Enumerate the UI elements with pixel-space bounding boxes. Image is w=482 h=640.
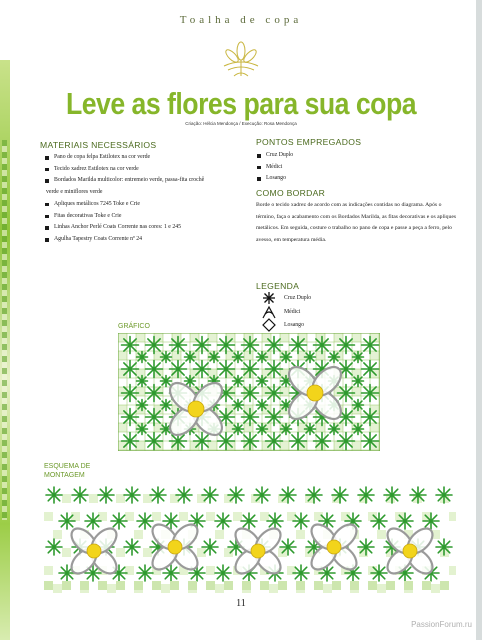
cross-stitch-mark: [280, 539, 296, 555]
list-item: Tecido xadrez Estilotex na cor verde: [44, 164, 250, 176]
cross-stitch-mark: [353, 352, 364, 363]
embroidery-graphic-chart: [118, 333, 380, 451]
cross-stitch-mark: [146, 433, 163, 450]
right-page-edge: [476, 0, 482, 640]
double-cross-icon: [262, 291, 276, 305]
cross-stitch-mark: [146, 409, 163, 426]
medici-stitch-icon: [262, 305, 276, 319]
cross-stitch-mark: [436, 487, 452, 503]
flower-center: [188, 401, 204, 417]
cross-stitch-mark: [202, 487, 218, 503]
cross-stitch-mark: [241, 513, 257, 529]
cross-stitch-mark: [98, 487, 114, 503]
flower-center: [403, 544, 417, 558]
cross-stitch-mark: [137, 352, 148, 363]
left-edge-fabric-strip: [0, 60, 10, 640]
how-to-text: Borde o tecido xadrez de acordo com as indicações contidas no diagrama. Após o término, faça o acabamento com os Bordados Marilda, as fitas decorativas e os apliques metálicos. Em seguida, costure o trabalho no pano de copa e passe a peça a ferro, pelo avesso, em temperatura média.: [256, 202, 457, 243]
cross-stitch-mark: [293, 513, 309, 529]
cross-stitch-mark: [397, 513, 413, 529]
materials-list: [44, 152, 250, 246]
cross-stitch-mark: [329, 424, 340, 435]
cross-stitch-mark: [305, 424, 316, 435]
cross-stitch-mark: [314, 337, 331, 354]
cross-stitch-mark: [338, 433, 355, 450]
running-head: Toalha de copa: [179, 14, 303, 26]
list-item: Apliques metálicos 7245 Toke e Crie: [44, 199, 250, 211]
cross-stitch-mark: [194, 361, 211, 378]
cross-stitch-mark: [137, 565, 153, 581]
diamond-stitch-icon: [262, 318, 276, 332]
cross-stitch-mark: [218, 361, 235, 378]
cross-stitch-mark: [242, 361, 259, 378]
cross-stitch-mark: [353, 400, 364, 411]
cross-stitch-mark: [146, 337, 163, 354]
cross-stitch-mark: [242, 433, 259, 450]
cross-stitch-mark: [358, 487, 374, 503]
cross-stitch-mark: [242, 385, 259, 402]
cross-stitch-mark: [371, 513, 387, 529]
cross-stitch-mark: [124, 539, 140, 555]
flower-center: [87, 544, 101, 558]
assembly-scheme-chart: [44, 485, 456, 593]
list-item: Bordados Marilda multicolor: entremeio verde, passa-fita crochê: [44, 175, 250, 187]
cross-stitch-mark: [161, 376, 172, 387]
cross-stitch-mark: [72, 487, 88, 503]
credits-line: Criação: Hélcia Mendonça / Execução: Rosa Mendonça: [185, 121, 297, 126]
page-title: Leve as flores para sua copa: [65, 86, 417, 121]
cross-stitch-mark: [423, 513, 439, 529]
cross-stitch-mark: [293, 565, 309, 581]
stitches-title: PONTOS EMPREGADOS: [256, 137, 362, 147]
list-item: Fitas decorativas Toke e Crie: [44, 211, 250, 223]
cross-stitch-mark: [233, 376, 244, 387]
list-item: Losango: [256, 173, 446, 185]
cross-stitch-mark: [215, 513, 231, 529]
flower-center: [327, 540, 341, 554]
flower-center: [251, 544, 265, 558]
cross-stitch-mark: [266, 409, 283, 426]
cross-stitch-mark: [257, 352, 268, 363]
cross-stitch-mark: [176, 487, 192, 503]
list-item: verde e miniflores verde: [46, 189, 103, 196]
cross-stitch-mark: [170, 361, 187, 378]
how-to-title: COMO BORDAR: [256, 188, 326, 198]
cross-stitch-mark: [233, 424, 244, 435]
cross-stitch-mark: [146, 385, 163, 402]
cross-stitch-mark: [280, 487, 296, 503]
cross-stitch-mark: [329, 352, 340, 363]
cross-stitch-mark: [137, 400, 148, 411]
cross-stitch-mark: [218, 337, 235, 354]
cross-stitch-mark: [228, 487, 244, 503]
cross-stitch-mark: [137, 513, 153, 529]
cross-stitch-mark: [122, 409, 139, 426]
cross-stitch-mark: [242, 337, 259, 354]
cross-stitch-mark: [290, 433, 307, 450]
cross-stitch-mark: [338, 385, 355, 402]
cross-stitch-mark: [194, 337, 211, 354]
legend-label: Médici: [284, 309, 301, 315]
cross-stitch-mark: [353, 376, 364, 387]
list-item: Linhas Anchor Perlé Coats Corrente nas cores: 1 e 245: [44, 222, 250, 234]
cross-stitch-mark: [384, 487, 400, 503]
flower-ornament-icon: [218, 36, 264, 82]
cross-stitch-mark: [146, 361, 163, 378]
cross-stitch-mark: [257, 400, 268, 411]
cross-stitch-mark: [233, 400, 244, 411]
cross-stitch-mark: [305, 352, 316, 363]
cross-stitch-mark: [122, 361, 139, 378]
graphic-label: GRÁFICO: [118, 323, 150, 330]
cross-stitch-mark: [85, 513, 101, 529]
cross-stitch-mark: [362, 409, 379, 426]
legend-label: Cruz Duplo: [284, 295, 312, 301]
cross-stitch-mark: [290, 337, 307, 354]
cross-stitch-mark: [209, 352, 220, 363]
cross-stitch-mark: [161, 400, 172, 411]
cross-stitch-mark: [362, 385, 379, 402]
cross-stitch-mark: [332, 487, 348, 503]
cross-stitch-mark: [266, 337, 283, 354]
cross-stitch-mark: [137, 376, 148, 387]
cross-stitch-mark: [362, 337, 379, 354]
cross-stitch-mark: [122, 337, 139, 354]
cross-stitch-mark: [314, 433, 331, 450]
flower-center: [168, 540, 182, 554]
cross-stitch-mark: [306, 487, 322, 503]
cross-stitch-mark: [150, 487, 166, 503]
legend-label: Losango: [284, 322, 304, 328]
cross-stitch-mark: [122, 433, 139, 450]
cross-stitch-mark: [266, 385, 283, 402]
cross-stitch-mark: [194, 433, 211, 450]
cross-stitch-mark: [267, 513, 283, 529]
cross-stitch-mark: [254, 487, 270, 503]
cross-stitch-mark: [353, 424, 364, 435]
assembly-label-line2: MONTAGEM: [44, 472, 85, 479]
cross-stitch-mark: [124, 487, 140, 503]
cross-stitch-mark: [410, 487, 426, 503]
cross-stitch-mark: [218, 433, 235, 450]
cross-stitch-mark: [46, 487, 62, 503]
cross-stitch-mark: [233, 352, 244, 363]
list-item: Cruz Duplo: [256, 150, 446, 162]
cross-stitch-mark: [436, 539, 452, 555]
cross-stitch-mark: [338, 337, 355, 354]
cross-stitch-mark: [161, 352, 172, 363]
cross-stitch-mark: [371, 565, 387, 581]
cross-stitch-mark: [358, 539, 374, 555]
cross-stitch-mark: [137, 424, 148, 435]
page-number: 11: [236, 598, 246, 609]
materials-title: MATERIAIS NECESSÁRIOS: [40, 140, 157, 150]
cross-stitch-mark: [362, 361, 379, 378]
flower-center: [307, 385, 323, 401]
cross-stitch-mark: [122, 385, 139, 402]
legend-title: LEGENDA: [256, 281, 300, 291]
cross-stitch-mark: [202, 539, 218, 555]
cross-stitch-mark: [111, 513, 127, 529]
cross-stitch-mark: [266, 433, 283, 450]
cross-stitch-mark: [362, 433, 379, 450]
cross-stitch-mark: [170, 337, 187, 354]
cross-stitch-mark: [257, 376, 268, 387]
assembly-label-line1: ESQUEMA DE: [44, 463, 91, 470]
watermark: PassionForum.ru: [411, 620, 472, 629]
list-item: Agulha Tapestry Coats Corrente nº 24: [44, 234, 250, 246]
cross-stitch-mark: [281, 352, 292, 363]
cross-stitch-mark: [46, 539, 62, 555]
cross-stitch-mark: [281, 424, 292, 435]
cross-stitch-mark: [59, 513, 75, 529]
cross-stitch-mark: [215, 565, 231, 581]
stitches-list: [256, 150, 446, 185]
cross-stitch-mark: [242, 409, 259, 426]
cross-stitch-mark: [185, 352, 196, 363]
cross-stitch-mark: [257, 424, 268, 435]
list-item: Médici: [256, 162, 446, 174]
cross-stitch-mark: [266, 361, 283, 378]
list-item: Pano de copa felpa Estilotex na cor verde: [44, 152, 250, 164]
